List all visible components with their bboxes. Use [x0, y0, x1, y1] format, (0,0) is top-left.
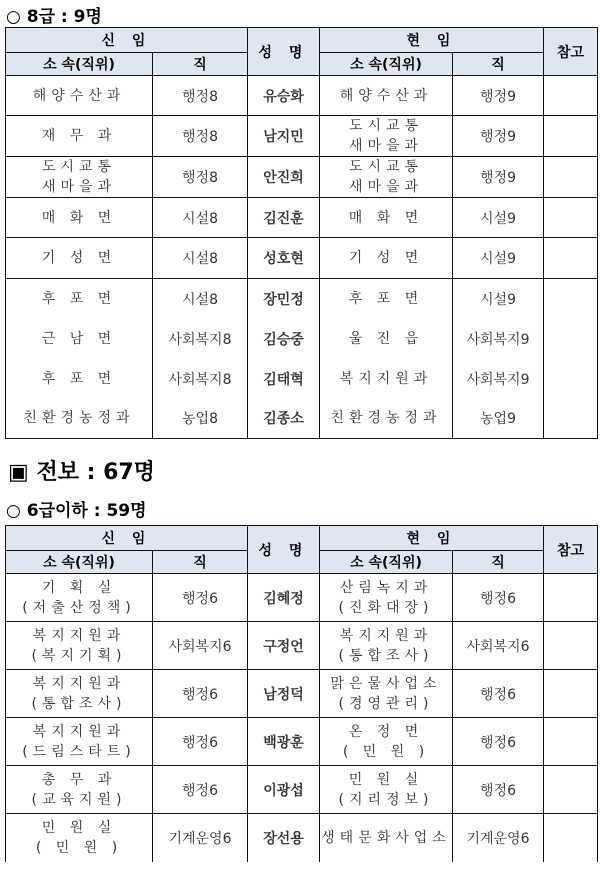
dept-line: 후 포 면 — [41, 370, 117, 387]
new-rank-cell: 농업8 — [153, 399, 248, 439]
dept-line: 복지지원과 — [339, 370, 433, 387]
dept-line: 도시교통 — [348, 118, 424, 134]
dept-line: 해양수산과 — [32, 87, 126, 104]
dept-line: 맑은물사업소 — [330, 675, 442, 692]
current-dept-cell — [320, 198, 453, 238]
section-heading-grade6-below: ○ 6급이하 : 59명 — [6, 501, 147, 521]
dept-line: 기 성 면 — [41, 250, 117, 266]
dept-line: 온 정 면 — [348, 723, 424, 740]
current-rank-cell: 행정6 — [453, 718, 544, 766]
header-new-post: 신 임 — [6, 28, 248, 53]
dept-line: 도시교통 — [41, 159, 117, 175]
new-dept-cell — [6, 670, 153, 718]
new-rank-cell: 행정6 — [153, 718, 248, 766]
person-name-cell: 장민정 — [248, 279, 320, 319]
header-current-post: 현 임 — [320, 28, 544, 53]
header-note: 참고 — [544, 526, 598, 574]
dept-line: 친환경농정과 — [23, 410, 135, 427]
current-rank-cell: 시설9 — [453, 279, 544, 319]
current-rank-cell: 행정6 — [453, 670, 544, 718]
person-name-cell: 김진훈 — [248, 198, 320, 238]
table-row — [6, 766, 598, 814]
header-new-dept: 소 속(직위) — [6, 53, 153, 76]
new-dept-cell — [6, 319, 153, 359]
dept-line: 민 원 실 — [348, 771, 424, 788]
header-current-dept: 소 속(직위) — [320, 551, 453, 574]
current-dept-cell — [320, 814, 453, 862]
current-rank-cell: 기계운영6 — [453, 814, 544, 862]
header-new-rank: 직 — [153, 53, 248, 76]
current-rank-cell: 시설9 — [453, 198, 544, 238]
new-rank-cell: 사회복지8 — [153, 319, 248, 359]
dept-line: (복지기획) — [31, 647, 127, 664]
dept-line: 기 획 실 — [41, 579, 117, 596]
note-cell — [544, 238, 598, 279]
table-row — [6, 157, 598, 198]
dept-line: 재 무 과 — [41, 128, 117, 144]
note-cell — [544, 76, 598, 116]
table-row — [6, 279, 598, 319]
header-new-rank: 직 — [153, 551, 248, 574]
dept-line: 민 원 실 — [41, 819, 117, 836]
new-dept-cell — [6, 238, 153, 279]
dept-line: 복지지원과 — [32, 723, 126, 740]
table-row — [6, 670, 598, 718]
current-rank-cell: 행정6 — [453, 574, 544, 622]
dept-line: (경영관리) — [338, 695, 434, 712]
table-row — [6, 238, 598, 279]
current-rank-cell: 행정9 — [453, 157, 544, 198]
note-cell — [544, 157, 598, 198]
dept-line: 도시교통 — [348, 159, 424, 175]
table-row — [6, 198, 598, 238]
new-dept-cell — [6, 116, 153, 157]
note-cell — [544, 574, 598, 622]
dept-line: (드림스타트) — [22, 743, 136, 760]
dept-line: 생태문화사업소 — [321, 829, 451, 846]
note-cell — [544, 116, 598, 157]
dept-line: 총 무 과 — [41, 771, 117, 788]
dept-line: 후 포 면 — [41, 290, 117, 307]
header-new-dept: 소 속(직위) — [6, 551, 153, 574]
new-dept-cell — [6, 718, 153, 766]
dept-line: (통합조사) — [338, 647, 434, 664]
current-dept-cell — [320, 238, 453, 279]
new-dept-cell — [6, 279, 153, 319]
person-name-cell: 유승화 — [248, 76, 320, 116]
dept-line: 복지지원과 — [32, 627, 126, 644]
person-name-cell: 김승중 — [248, 319, 320, 359]
table-row — [6, 76, 598, 116]
new-rank-cell: 행정6 — [153, 766, 248, 814]
dept-line: (통합조사) — [31, 695, 127, 712]
new-rank-cell: 시설8 — [153, 238, 248, 279]
header-name: 성 명 — [248, 28, 320, 76]
person-name-cell: 안진희 — [248, 157, 320, 198]
new-rank-cell: 행정8 — [153, 157, 248, 198]
new-rank-cell: 사회복지8 — [153, 359, 248, 399]
new-rank-cell: 시설8 — [153, 279, 248, 319]
current-dept-cell — [320, 574, 453, 622]
current-dept-cell — [320, 319, 453, 359]
dept-line: 산림녹지과 — [339, 579, 433, 596]
header-current-rank: 직 — [453, 551, 544, 574]
note-cell — [544, 718, 598, 766]
dept-line: ( 민 원 ) — [342, 743, 430, 760]
note-cell — [544, 359, 598, 399]
new-dept-cell — [6, 814, 153, 862]
person-name-cell: 남정덕 — [248, 670, 320, 718]
person-name-cell: 장선용 — [248, 814, 320, 862]
table-row — [6, 359, 598, 399]
dept-line: 울 진 읍 — [348, 330, 424, 347]
current-rank-cell: 행정6 — [453, 766, 544, 814]
person-name-cell: 이광섭 — [248, 766, 320, 814]
new-dept-cell — [6, 574, 153, 622]
dept-line: 해양수산과 — [339, 87, 433, 104]
current-dept-cell — [320, 399, 453, 439]
current-dept-cell — [320, 157, 453, 198]
grade8-roster-table — [5, 27, 598, 439]
dept-line: (지리정보) — [338, 791, 434, 808]
person-name-cell: 백광훈 — [248, 718, 320, 766]
table-row — [6, 399, 598, 439]
note-cell — [544, 279, 598, 319]
dept-line: 후 포 면 — [348, 290, 424, 307]
new-dept-cell — [6, 359, 153, 399]
table-row — [6, 116, 598, 157]
dept-line: 새마을과 — [348, 179, 424, 195]
current-rank-cell: 행정9 — [453, 76, 544, 116]
note-cell — [544, 814, 598, 862]
header-name: 성 명 — [248, 526, 320, 574]
current-rank-cell: 시설9 — [453, 238, 544, 279]
header-current-post: 현 임 — [320, 526, 544, 551]
new-dept-cell — [6, 157, 153, 198]
note-cell — [544, 670, 598, 718]
grade6-roster-body — [6, 574, 598, 862]
table-row — [6, 814, 598, 862]
header-note: 참고 — [544, 28, 598, 76]
header-current-rank: 직 — [453, 53, 544, 76]
person-name-cell: 김태혁 — [248, 359, 320, 399]
note-cell — [544, 766, 598, 814]
dept-line: (교육지원) — [31, 791, 127, 808]
section-heading-transfer: ▣ 전보 : 67명 — [8, 460, 155, 485]
current-rank-cell: 농업9 — [453, 399, 544, 439]
dept-line: 매 화 면 — [348, 209, 424, 226]
table-row — [6, 319, 598, 359]
new-rank-cell: 기계운영6 — [153, 814, 248, 862]
person-name-cell: 구정언 — [248, 622, 320, 670]
new-dept-cell — [6, 622, 153, 670]
current-rank-cell: 사회복지6 — [453, 622, 544, 670]
dept-line: 기 성 면 — [348, 250, 424, 266]
dept-line: 새마을과 — [41, 179, 117, 195]
current-rank-cell: 사회복지9 — [453, 319, 544, 359]
dept-line: (저출산정책) — [22, 599, 136, 616]
dept-line: 매 화 면 — [41, 209, 117, 226]
current-dept-cell — [320, 76, 453, 116]
new-dept-cell — [6, 76, 153, 116]
dept-line: (진화대장) — [338, 599, 434, 616]
dept-line: ( 민 원 ) — [35, 839, 123, 856]
table-row — [6, 574, 598, 622]
table-row — [6, 622, 598, 670]
current-dept-cell — [320, 766, 453, 814]
note-cell — [544, 198, 598, 238]
current-dept-cell — [320, 718, 453, 766]
dept-line: 새마을과 — [348, 138, 424, 154]
dept-line: 친환경농정과 — [330, 410, 442, 427]
new-rank-cell: 행정8 — [153, 116, 248, 157]
current-dept-cell — [320, 670, 453, 718]
current-dept-cell — [320, 622, 453, 670]
current-rank-cell: 사회복지9 — [453, 359, 544, 399]
grade6-roster-table — [5, 525, 598, 862]
new-dept-cell — [6, 399, 153, 439]
current-dept-cell — [320, 279, 453, 319]
new-rank-cell: 사회복지6 — [153, 622, 248, 670]
person-name-cell: 김혜정 — [248, 574, 320, 622]
grade8-roster-body — [6, 76, 598, 439]
new-dept-cell — [6, 198, 153, 238]
header-current-dept: 소 속(직위) — [320, 53, 453, 76]
dept-line: 복지지원과 — [339, 627, 433, 644]
current-rank-cell: 행정9 — [453, 116, 544, 157]
current-dept-cell — [320, 359, 453, 399]
note-cell — [544, 399, 598, 439]
note-cell — [544, 622, 598, 670]
new-dept-cell — [6, 766, 153, 814]
dept-line: 근 남 면 — [41, 330, 117, 347]
new-rank-cell: 시설8 — [153, 198, 248, 238]
header-new-post: 신 임 — [6, 526, 248, 551]
current-dept-cell — [320, 116, 453, 157]
table-row — [6, 718, 598, 766]
person-name-cell: 남지민 — [248, 116, 320, 157]
person-name-cell: 성호현 — [248, 238, 320, 279]
new-rank-cell: 행정8 — [153, 76, 248, 116]
new-rank-cell: 행정6 — [153, 670, 248, 718]
note-cell — [544, 319, 598, 359]
new-rank-cell: 행정6 — [153, 574, 248, 622]
section-heading-grade8: ○ 8급 : 9명 — [6, 7, 102, 27]
person-name-cell: 김종소 — [248, 399, 320, 439]
dept-line: 복지지원과 — [32, 675, 126, 692]
